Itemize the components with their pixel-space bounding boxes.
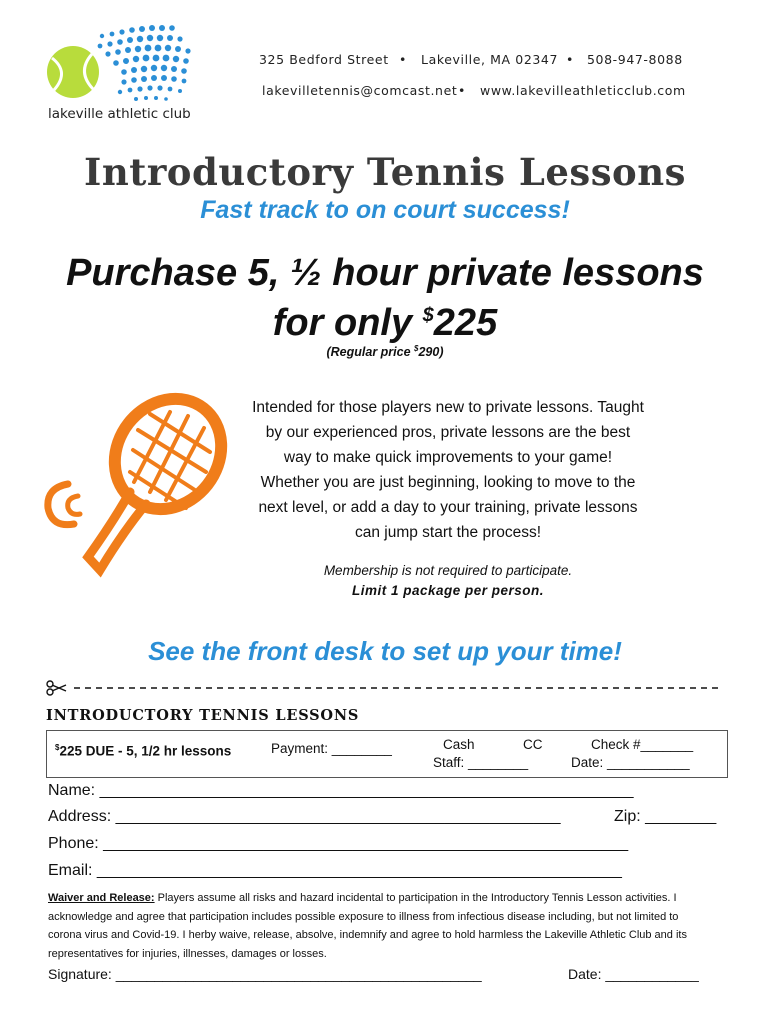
cut-line <box>46 680 722 696</box>
limit-note: Limit 1 package per person. <box>351 583 545 598</box>
tennis-racket-icon <box>38 392 238 587</box>
club-logo <box>40 22 200 130</box>
waiver-line: corona virus and Covid-19. I herby waive, release, absolve, indemnify and agree to hold harmless the Lakeville Athletic Club and its <box>48 929 687 941</box>
regular-value: 290) <box>418 345 444 360</box>
city-address: Lakeville, MA 02347 <box>421 52 559 67</box>
payment-box <box>46 730 728 778</box>
waiver-label: Waiver and Release: <box>48 892 155 904</box>
staff-field[interactable]: Staff: ________ <box>433 755 529 770</box>
signature-date-field[interactable]: Date: ____________ <box>568 966 699 982</box>
payment-field[interactable]: Payment: ________ <box>271 741 392 756</box>
zip-field[interactable]: Zip: ________ <box>614 808 717 825</box>
check-number-field[interactable]: Check #_______ <box>591 737 694 752</box>
body-text-line: Intended for those players new to private lessons. Taught <box>252 399 644 416</box>
address-field[interactable]: Address: __________________________________________________ <box>48 808 561 825</box>
promo-currency: $ <box>422 304 434 327</box>
promo-prefix: for only <box>272 302 423 344</box>
front-desk-callout: See the front desk to set up your time! <box>148 636 622 666</box>
body-text-line: Whether you are just beginning, looking to move to the <box>260 474 636 491</box>
email-field[interactable]: Email: ___________________________________________________________ <box>48 862 622 879</box>
separator-dot: • <box>566 52 574 67</box>
cash-option[interactable]: Cash <box>443 737 475 752</box>
phone-field[interactable]: Phone: ___________________________________________________________ <box>48 835 629 852</box>
page-title: Introductory Tennis Lessons <box>84 150 686 194</box>
waiver-line <box>48 889 728 908</box>
body-text-line: can jump start the process! <box>354 524 542 541</box>
cc-option[interactable]: CC <box>523 737 543 752</box>
due-currency: $ <box>55 743 60 752</box>
scissors-icon <box>47 681 66 695</box>
phone-number: 508-947-8088 <box>587 52 683 67</box>
regular-price <box>0 344 770 359</box>
date-small-field[interactable]: Date: ___________ <box>571 755 690 770</box>
promo-price: 225 <box>433 302 498 344</box>
email-address: lakevilletennis@comcast.net <box>262 83 458 98</box>
regular-prefix: (Regular price <box>326 345 415 360</box>
promo-line-2 <box>0 302 770 345</box>
waiver-text <box>48 889 728 963</box>
logo-text: lakeville athletic club <box>48 106 191 122</box>
promo-line-1: Purchase 5, ½ hour private lessons <box>66 252 704 294</box>
separator-dot: • <box>458 83 466 98</box>
waiver-line-text: Players assume all risks and hazard incidental to participation in the Introductory Tennis Lesson activities. I <box>154 892 677 904</box>
name-field[interactable]: Name: ____________________________________________________________ <box>48 782 634 799</box>
regular-currency: $ <box>414 344 419 353</box>
street-address: 325 Bedford Street <box>259 52 389 67</box>
tagline: Fast track to on court success! <box>200 196 570 224</box>
signature-field[interactable]: Signature: _______________________________________________ <box>48 966 482 982</box>
waiver-line: acknowledge and agree that participation includes possible exposure to illness from infectious disease including, but not limited to <box>48 910 679 923</box>
tennis-racket-illustration <box>38 392 238 587</box>
amount-due <box>55 743 231 759</box>
body-text-line: by our experienced pros, private lessons are the best <box>265 424 631 441</box>
separator-dot: • <box>399 52 407 67</box>
membership-note: Membership is not required to participate. <box>323 563 573 578</box>
body-text-line: next level, or add a day to your training, private lessons <box>258 499 638 516</box>
form-title: INTRODUCTORY TENNIS LESSONS <box>46 707 360 724</box>
website-link: www.lakevilleathleticclub.com <box>480 83 686 98</box>
due-text: 225 DUE - 5, 1/2 hr lessons <box>59 743 232 759</box>
waiver-line: representatives for injuries, illnesses, damages or losses. <box>48 947 327 960</box>
body-text-line: way to make quick improvements to your game! <box>283 449 613 466</box>
